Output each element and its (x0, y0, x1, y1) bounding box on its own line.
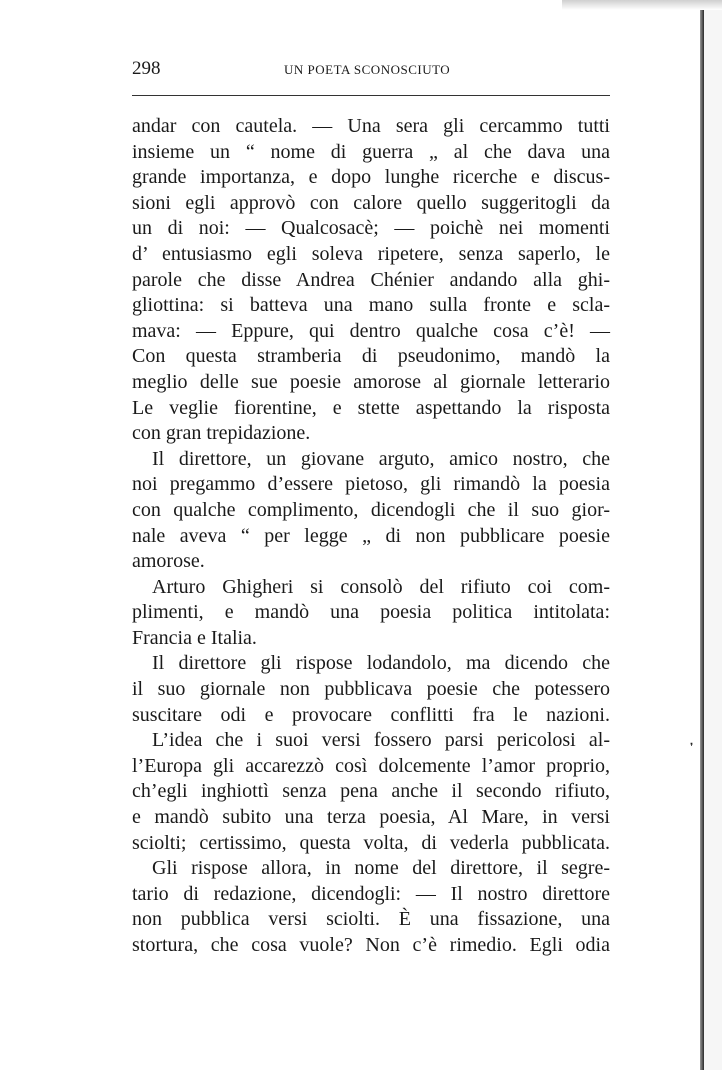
text-line: Arturo Ghigheri si consolò del rifiuto coi com- (152, 575, 610, 598)
text-line: Con questa stramberia di pseudonimo, mandò la (132, 345, 610, 368)
text-line: Il direttore, un giovane arguto, amico nostro, che (152, 447, 610, 470)
text-line: Gli rispose allora, in nome del direttore, il segre- (152, 857, 610, 880)
text-line: con qualche complimento, dicendogli che il suo gior- (132, 498, 610, 521)
text-line: tario di redazione, dicendogli: — Il nostro direttore (132, 882, 610, 905)
text-line: amorose. (132, 550, 205, 573)
text-line: noi pregammo d’essere pietoso, gli rimandò la poesia (132, 473, 610, 496)
page-header (132, 58, 610, 82)
text-line: grande importanza, e dopo lunghe ricerche e discus- (132, 166, 610, 189)
page-edge-shadow (700, 0, 704, 1070)
text-line: andar con cautela. — Una sera gli cercammo tutti (132, 115, 610, 137)
text-line: Le veglie fiorentine, e stette aspettando la risposta (132, 396, 610, 419)
text-line: il suo giornale non pubblicava poesie che potessero (132, 678, 610, 701)
text-line: L’idea che i suoi versi fossero parsi pericolosi al- (152, 729, 610, 752)
margin-speck: ❜ (690, 742, 694, 753)
text-line: parole che disse Andrea Chénier andando alla ghi- (132, 268, 610, 291)
text-line: plimenti, e mandò una poesia politica intitolata: (132, 601, 610, 624)
text-line: meglio delle sue poesie amorose al giornale letterario (132, 370, 610, 393)
text-line: sioni egli approvò con calore quello suggeritogli da (132, 191, 610, 214)
page-corner-shade (562, 0, 722, 10)
text-line: d’ entusiasmo egli soleva ripetere, senza saperlo, le (132, 242, 610, 265)
text-line: Francia e Italia. (132, 626, 257, 649)
text-line: mava: — Eppure, qui dentro qualche cosa c’è! — (132, 319, 610, 342)
running-head: UN POETA SCONOSCIUTO (284, 62, 451, 77)
text-line: insieme un “ nome di guerra „ al che dava una (132, 140, 610, 163)
body-text (132, 114, 610, 959)
text-line: un di noi: — Qualcosacè; — poichè nei momenti (132, 217, 610, 240)
text-line: non pubblica versi sciolti. È una fissazione, una (132, 908, 610, 931)
text-line: con gran trepidazione. (132, 422, 311, 445)
page-number: 298 (132, 58, 161, 79)
text-line: e mandò subito una terza poesia, Al Mare, in versi (132, 806, 610, 829)
page-margin-right (704, 0, 722, 1070)
text-line: sciolti; certissimo, questa volta, di vederla pubblicata. (132, 831, 610, 854)
text-line: nale aveva “ per legge „ di non pubblicare poesie (132, 524, 610, 547)
text-line: ch’egli inghiottì senza pena anche il secondo rifiuto, (132, 780, 610, 803)
text-line: stortura, che cosa vuole? Non c’è rimedio. Egli odia (132, 934, 610, 956)
header-rule (132, 95, 610, 96)
text-line: l’Europa gli accarezzò così dolcemente l’amor proprio, (132, 754, 610, 777)
text-line: Il direttore gli rispose lodandolo, ma dicendo che (152, 652, 610, 675)
text-line: suscitare odi e provocare conflitti fra le nazioni. (132, 703, 610, 726)
text-line: gliottina: si batteva una mano sulla fronte e scla- (132, 294, 610, 317)
